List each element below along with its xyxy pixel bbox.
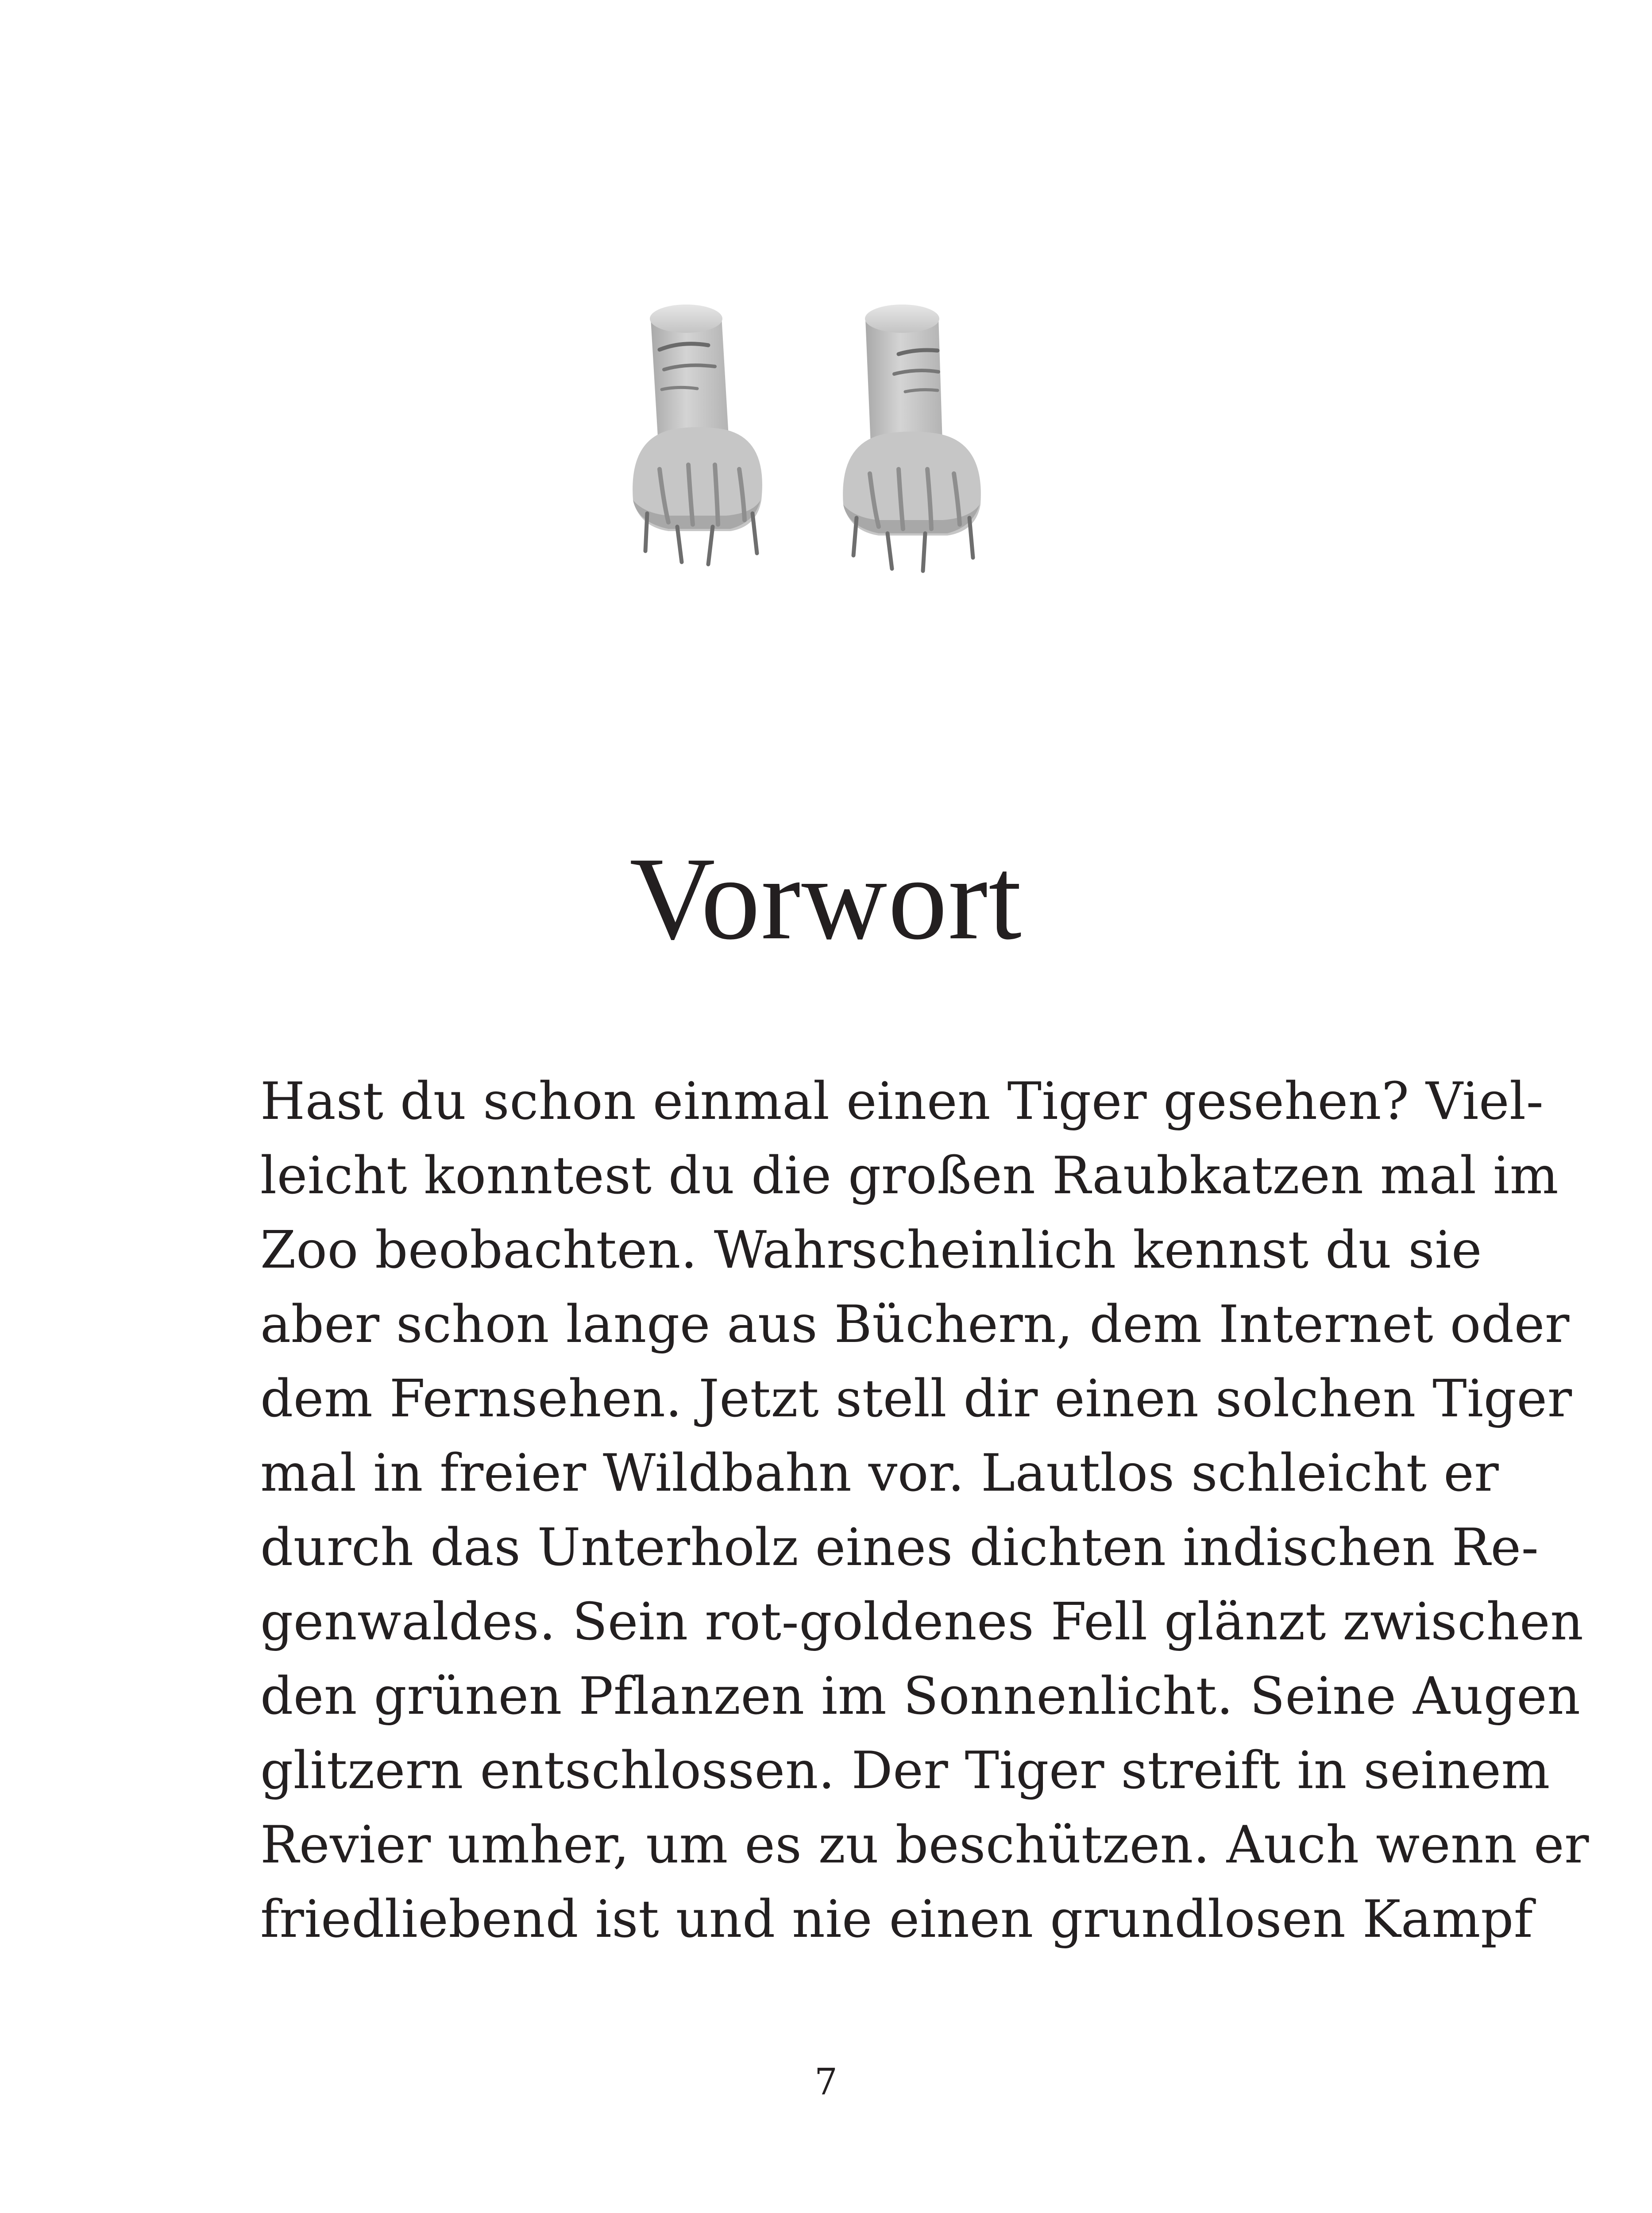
- tiger-paws-icon: [620, 292, 1036, 593]
- page-number: 7: [814, 2061, 838, 2103]
- text-line: aber schon lange aus Büchern, dem Internet oder: [260, 1295, 1570, 1354]
- text-line: Hast du schon einmal einen Tiger gesehen? Viel-: [260, 1072, 1544, 1131]
- text-line: mal in freier Wildbahn vor. Lautlos schleicht er: [260, 1443, 1499, 1503]
- left-paw: [633, 305, 762, 564]
- text-line: dem Fernsehen. Jetzt stell dir einen solchen Tiger: [260, 1369, 1572, 1429]
- text-line: durch das Unterholz eines dichten indischen Re-: [260, 1518, 1539, 1577]
- text-line: Revier umher, um es zu beschützen. Auch wenn er: [260, 1815, 1589, 1875]
- body-text: [260, 1064, 1589, 1957]
- text-line: Zoo beobachten. Wahrscheinlich kennst du sie: [260, 1220, 1482, 1280]
- text-line: genwaldes. Sein rot-goldenes Fell glänzt zwischen: [260, 1592, 1584, 1652]
- chapter-title: Vorwort: [629, 833, 1023, 964]
- text-line: den grünen Pflanzen im Sonnenlicht. Seine Augen: [260, 1666, 1581, 1726]
- text-line: friedliebend ist und nie einen grundlosen Kampf: [260, 1889, 1533, 1949]
- right-paw: [843, 305, 981, 571]
- text-line: glitzern entschlossen. Der Tiger streift in seinem: [260, 1741, 1550, 1800]
- text-line: leicht konntest du die großen Raubkatzen mal im: [260, 1146, 1559, 1206]
